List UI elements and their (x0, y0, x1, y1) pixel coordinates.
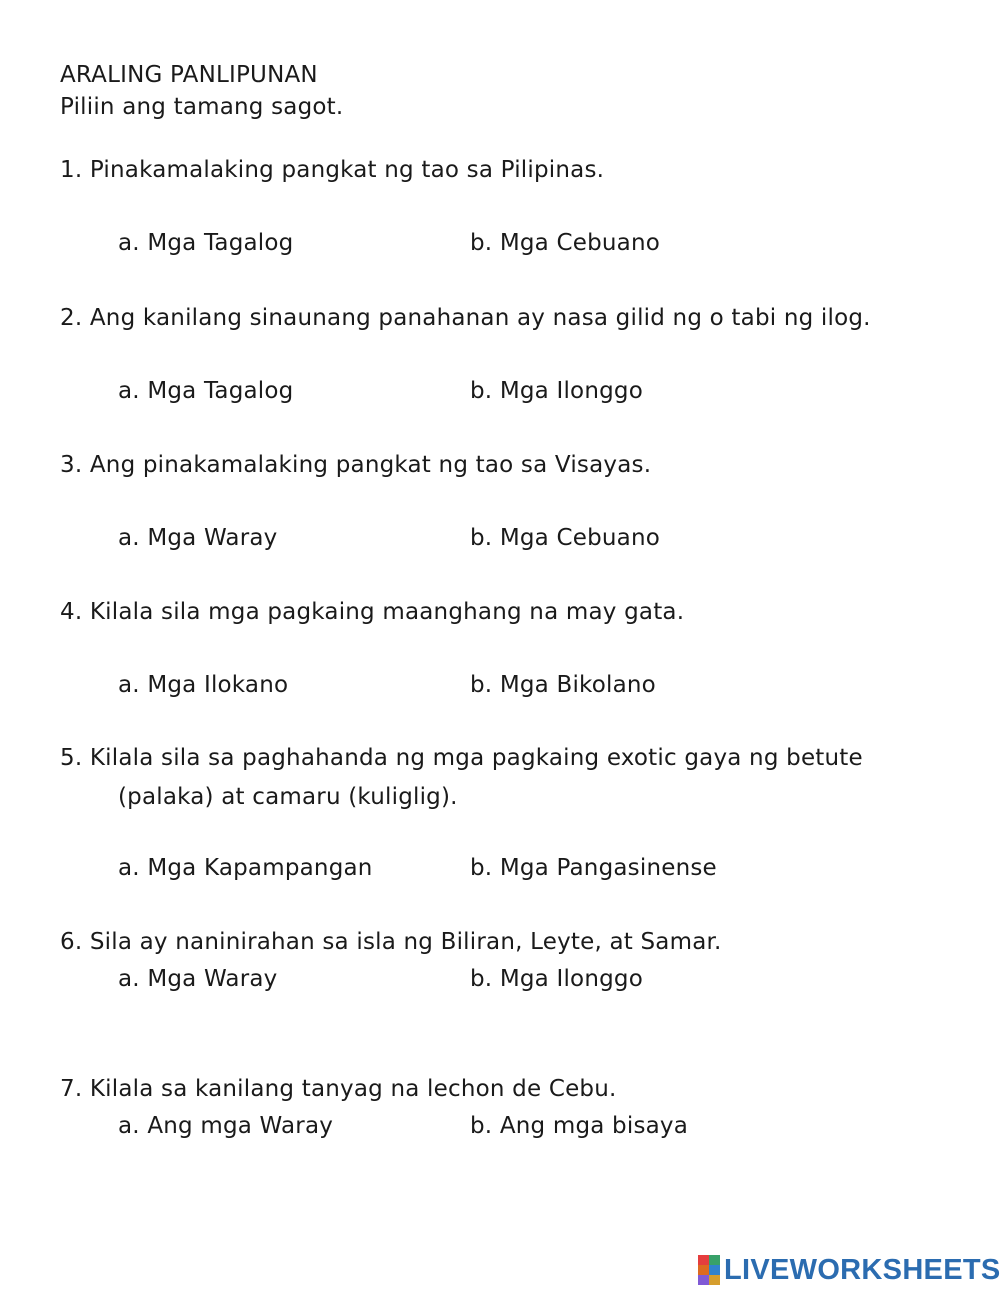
logo-mark-block (698, 1275, 709, 1285)
question-3-option-b[interactable]: b. Mga Cebuano (470, 525, 661, 551)
liveworksheets-logo-text: LIVEWORKSHEETS (724, 1254, 1000, 1286)
question-4-option-a[interactable]: a. Mga Ilokano (118, 672, 289, 698)
question-3: 3. Ang pinakamalaking pangkat ng tao sa Visayas. (60, 452, 652, 478)
question-7-option-a[interactable]: a. Ang mga Waray (118, 1113, 334, 1139)
worksheet-title: ARALING PANLIPUNAN (60, 62, 318, 88)
question-6-option-b[interactable]: b. Mga Ilonggo (470, 966, 643, 992)
question-4-option-b[interactable]: b. Mga Bikolano (470, 672, 656, 698)
question-2-option-b[interactable]: b. Mga Ilonggo (470, 378, 643, 404)
logo-mark-block (698, 1255, 709, 1265)
question-2: 2. Ang kanilang sinaunang panahanan ay nasa gilid ng o tabi ng ilog. (60, 305, 871, 331)
question-3-option-a[interactable]: a. Mga Waray (118, 525, 278, 551)
logo-mark-block (709, 1255, 720, 1265)
question-5-option-b[interactable]: b. Mga Pangasinense (470, 855, 717, 881)
question-7-option-b[interactable]: b. Ang mga bisaya (470, 1113, 689, 1139)
liveworksheets-logo-icon (698, 1255, 720, 1285)
logo-mark-block (709, 1265, 720, 1275)
question-7: 7. Kilala sa kanilang tanyag na lechon de Cebu. (60, 1076, 617, 1102)
question-2-option-a[interactable]: a. Mga Tagalog (118, 378, 294, 404)
question-1: 1. Pinakamalaking pangkat ng tao sa Pilipinas. (60, 157, 605, 183)
question-6: 6. Sila ay naninirahan sa isla ng Biliran, Leyte, at Samar. (60, 929, 722, 955)
logo-mark-block (698, 1265, 709, 1275)
logo-mark-block (709, 1275, 720, 1285)
question-1-option-a[interactable]: a. Mga Tagalog (118, 230, 294, 256)
question-1-option-b[interactable]: b. Mga Cebuano (470, 230, 661, 256)
liveworksheets-logo[interactable] (698, 1253, 1000, 1287)
question-5: 5. Kilala sila sa paghahanda ng mga pagkaing exotic gaya ng betute (60, 745, 863, 771)
question-4: 4. Kilala sila mga pagkaing maanghang na may gata. (60, 599, 685, 625)
question-5-option-a[interactable]: a. Mga Kapampangan (118, 855, 373, 881)
question-6-option-a[interactable]: a. Mga Waray (118, 966, 278, 992)
worksheet-instruction: Piliin ang tamang sagot. (60, 94, 344, 120)
question-5-continued: (palaka) at camaru (kuliglig). (118, 784, 458, 810)
